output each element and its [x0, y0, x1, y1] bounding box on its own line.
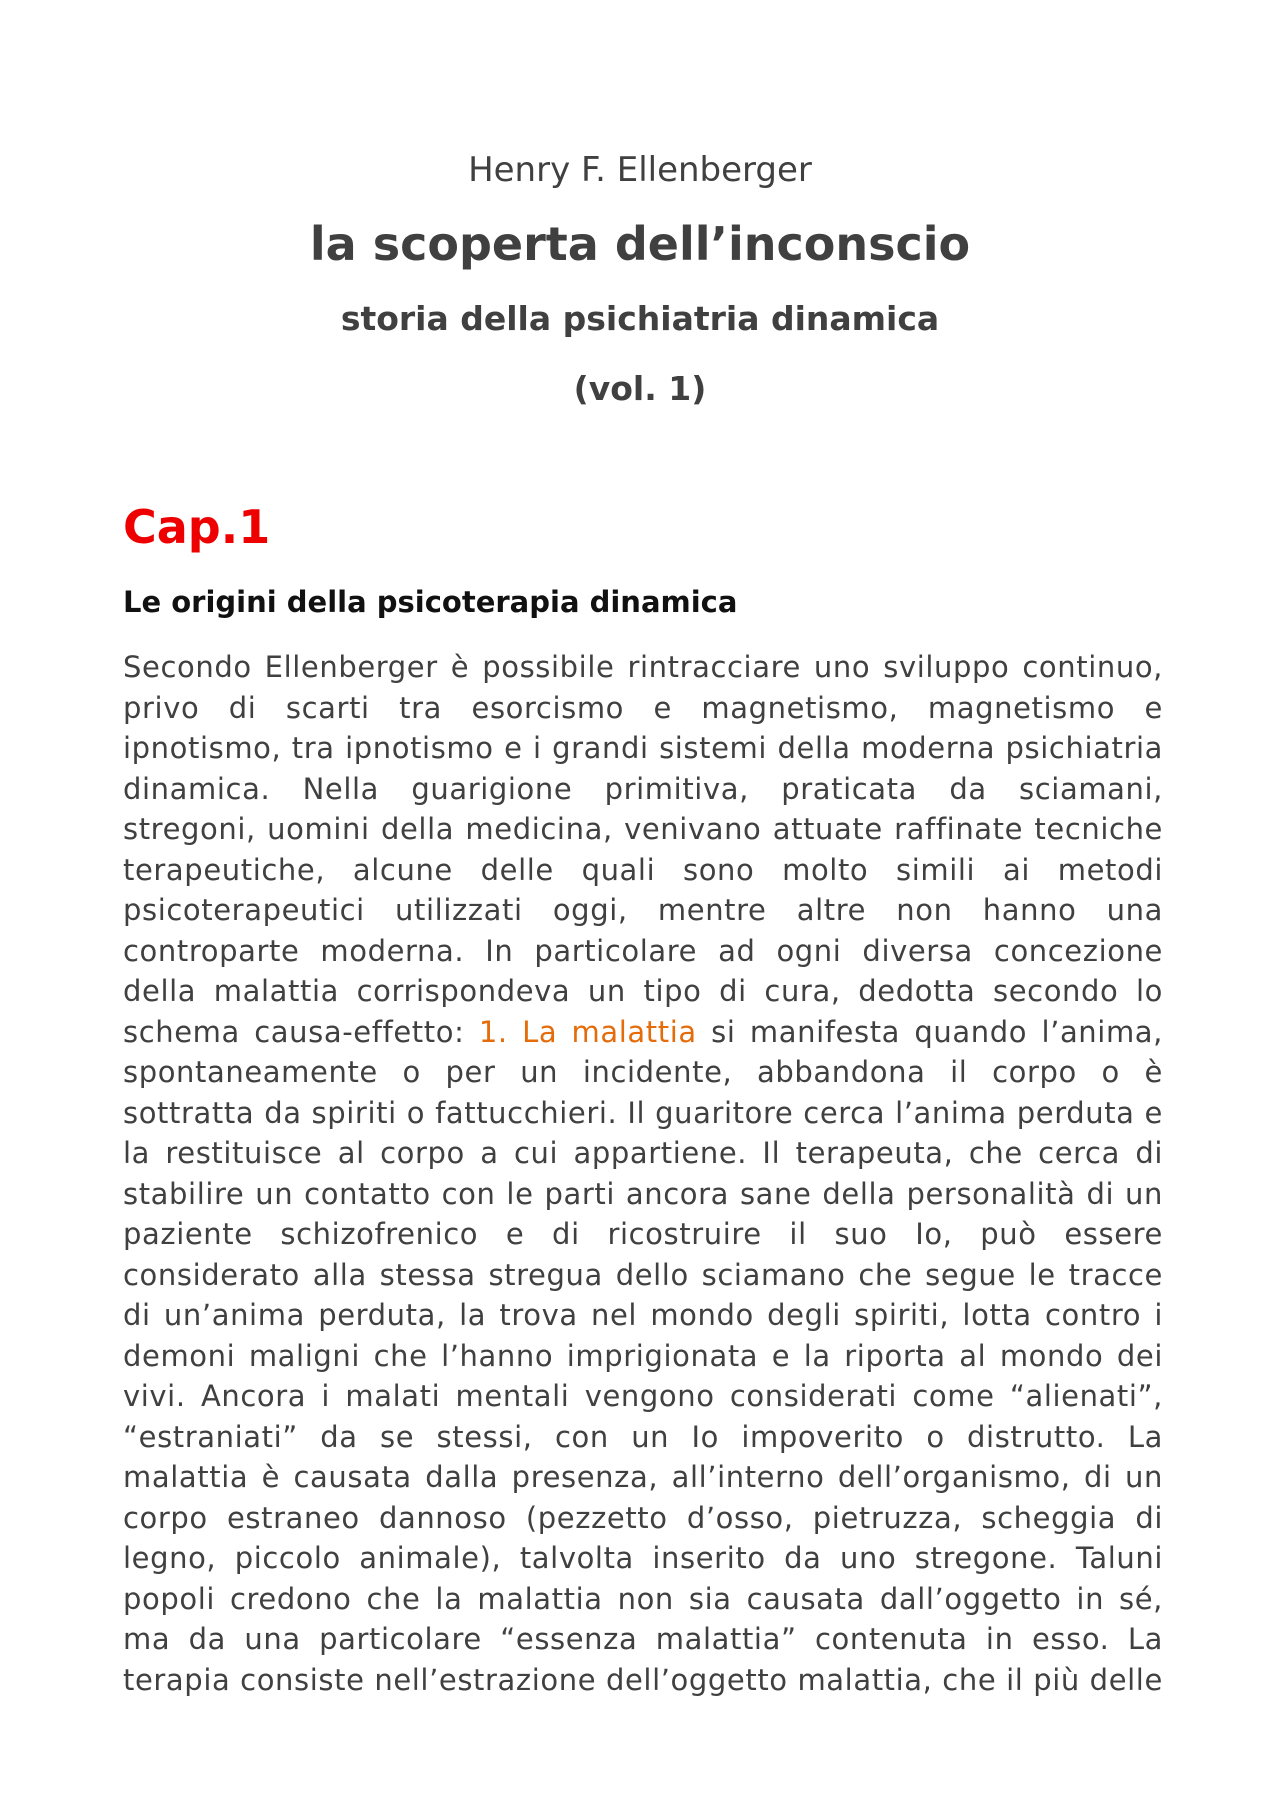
book-volume: (vol. 1): [573, 369, 707, 408]
list-item-link[interactable]: 1. La malattia: [478, 1014, 697, 1049]
chapter-heading: Cap.1: [123, 500, 271, 554]
paragraph-text-after-link: si manifesta quando l’anima, spontaneamente o per un incidente, abbandona il corpo o è sottratta da spiriti o fattucchieri. Il guaritore cerca l’anima perduta e la restituisce al corpo a cui appartiene. Il terapeuta, che cerca di stabilire un contatto con le parti ancora sane della personalità di un paziente schizofrenico e di ricostruire il suo Io, può essere considerato alla stessa stregua dello sciamano che segue le tracce di un’anima perduta, la trova nel mondo degli spiriti, lotta contro i demoni maligni che l’hanno imprigionata e la riporta al mondo dei vivi. Ancora i malati mentali vengono considerati come “alienati”, “estraniati” da se stessi, con un Io impoverito o distrutto. La malattia è causata dalla presenza, all’interno dell’organismo, di un corpo estraneo dannoso (pezzetto d’osso, pietruzza, scheggia di legno, piccolo animale), talvolta inserito da uno stregone. Taluni popoli credono che la malattia non sia causata dall’oggetto in sé, ma da una particolare “essenza malattia” contenuta in esso. La terapia consiste nell’estrazione dell’oggetto malattia, che il più delle: [123, 1014, 1163, 1697]
paragraph-text-before-link: Secondo Ellenberger è possibile rintracciare uno sviluppo continuo, privo di scarti tra esorcismo e magnetismo, magnetismo e ipnotismo, tra ipnotismo e i grandi sistemi della moderna psichiatria dinamica. Nella guarigione primitiva, praticata da sciamani, stregoni, uomini della medicina, venivano attuate raffinate tecniche terapeutiche, alcune delle quali sono molto simili ai metodi psicoterapeutici utilizzati oggi, mentre altre non hanno una controparte moderna. In particolare ad ogni diversa concezione della malattia corrispondeva un tipo di cura, dedotta secondo lo schema causa-effetto:: [123, 650, 1163, 1049]
section-heading: Le origini della psicoterapia dinamica: [123, 585, 738, 619]
body-paragraph: [123, 647, 1163, 1700]
book-subtitle: storia della psichiatria dinamica: [340, 299, 940, 338]
book-author: Henry F. Ellenberger: [468, 150, 812, 190]
book-title: la scoperta dell’inconscio: [309, 217, 971, 271]
